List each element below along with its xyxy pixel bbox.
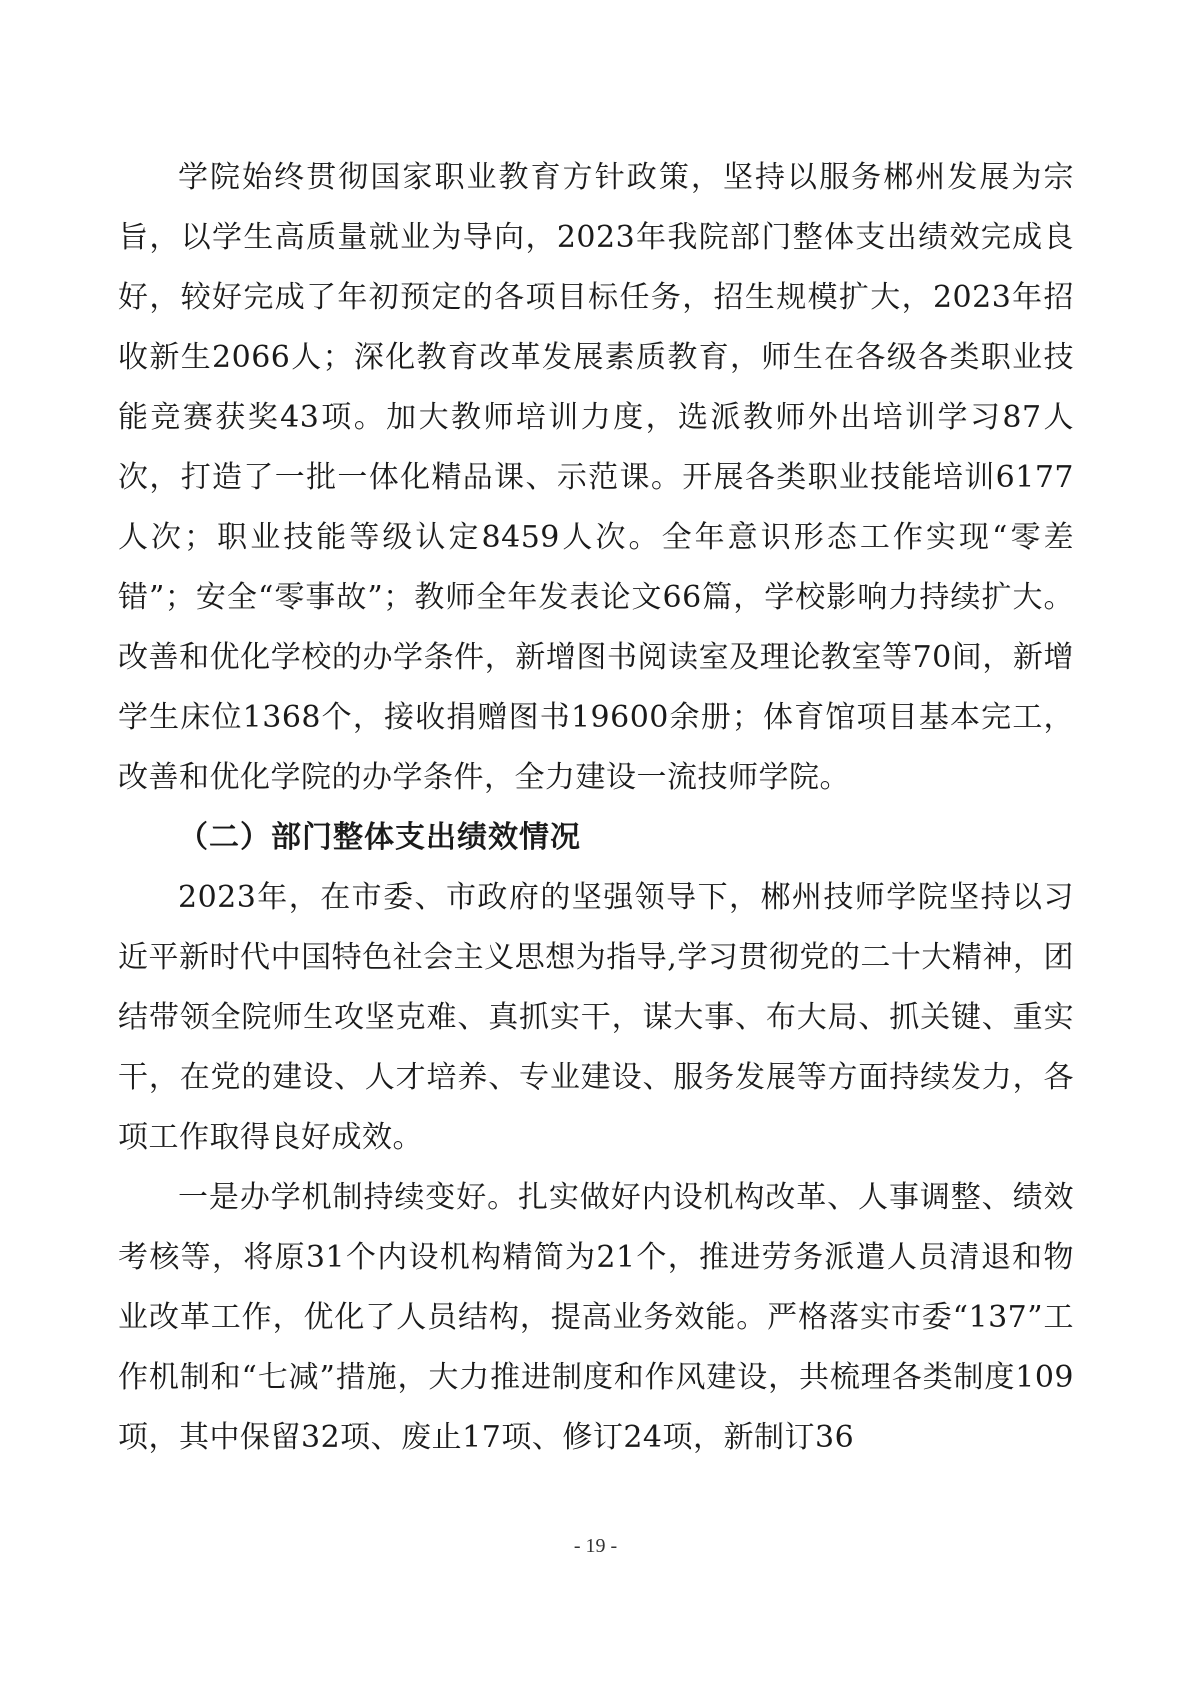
document-body <box>118 148 1074 1468</box>
body-paragraph: 一是办学机制持续变好。扎实做好内设机构改革、人事调整、绩效考核等，将原31个内设机构精简为21个，推进劳务派遣人员清退和物业改革工作，优化了人员结构，提高业务效能。严格落实市委“137”工作机制和“七减”措施，大力推进制度和作风建设，共梳理各类制度109项，其中保留32项、废止17项、修订24项，新制订36 <box>118 1180 1074 1455</box>
body-paragraph: 2023年，在市委、市政府的坚强领导下，郴州技师学院坚持以习近平新时代中国特色社会主义思想为指导,学习贯彻党的二十大精神，团结带领全院师生攻坚克难、真抓实干，谋大事、布大局、抓关键、重实干，在党的建设、人才培养、专业建设、服务发展等方面持续发力，各项工作取得良好成效。 <box>118 880 1074 1155</box>
body-paragraph: 学院始终贯彻国家职业教育方针政策，坚持以服务郴州发展为宗旨，以学生高质量就业为导向，2023年我院部门整体支出绩效完成良好，较好完成了年初预定的各项目标任务，招生规模扩大，2023年招收新生2066人；深化教育改革发展素质教育，师生在各级各类职业技能竞赛获奖43项。加大教师培训力度，选派教师外出培训学习87人次，打造了一批一体化精品课、示范课。开展各类职业技能培训6177人次；职业技能等级认定8459人次。全年意识形态工作实现“零差错”；安全“零事故”；教师全年发表论文66篇，学校影响力持续扩大。改善和优化学校的办学条件，新增图书阅读室及理论教室等70间，新增学生床位1368个，接收捐赠图书19600余册；体育馆项目基本完工，改善和优化学院的办学条件，全力建设一流技师学院。 <box>118 160 1074 795</box>
page-number: - 19 - <box>573 1535 618 1557</box>
section-heading: （二）部门整体支出绩效情况 <box>178 820 581 855</box>
